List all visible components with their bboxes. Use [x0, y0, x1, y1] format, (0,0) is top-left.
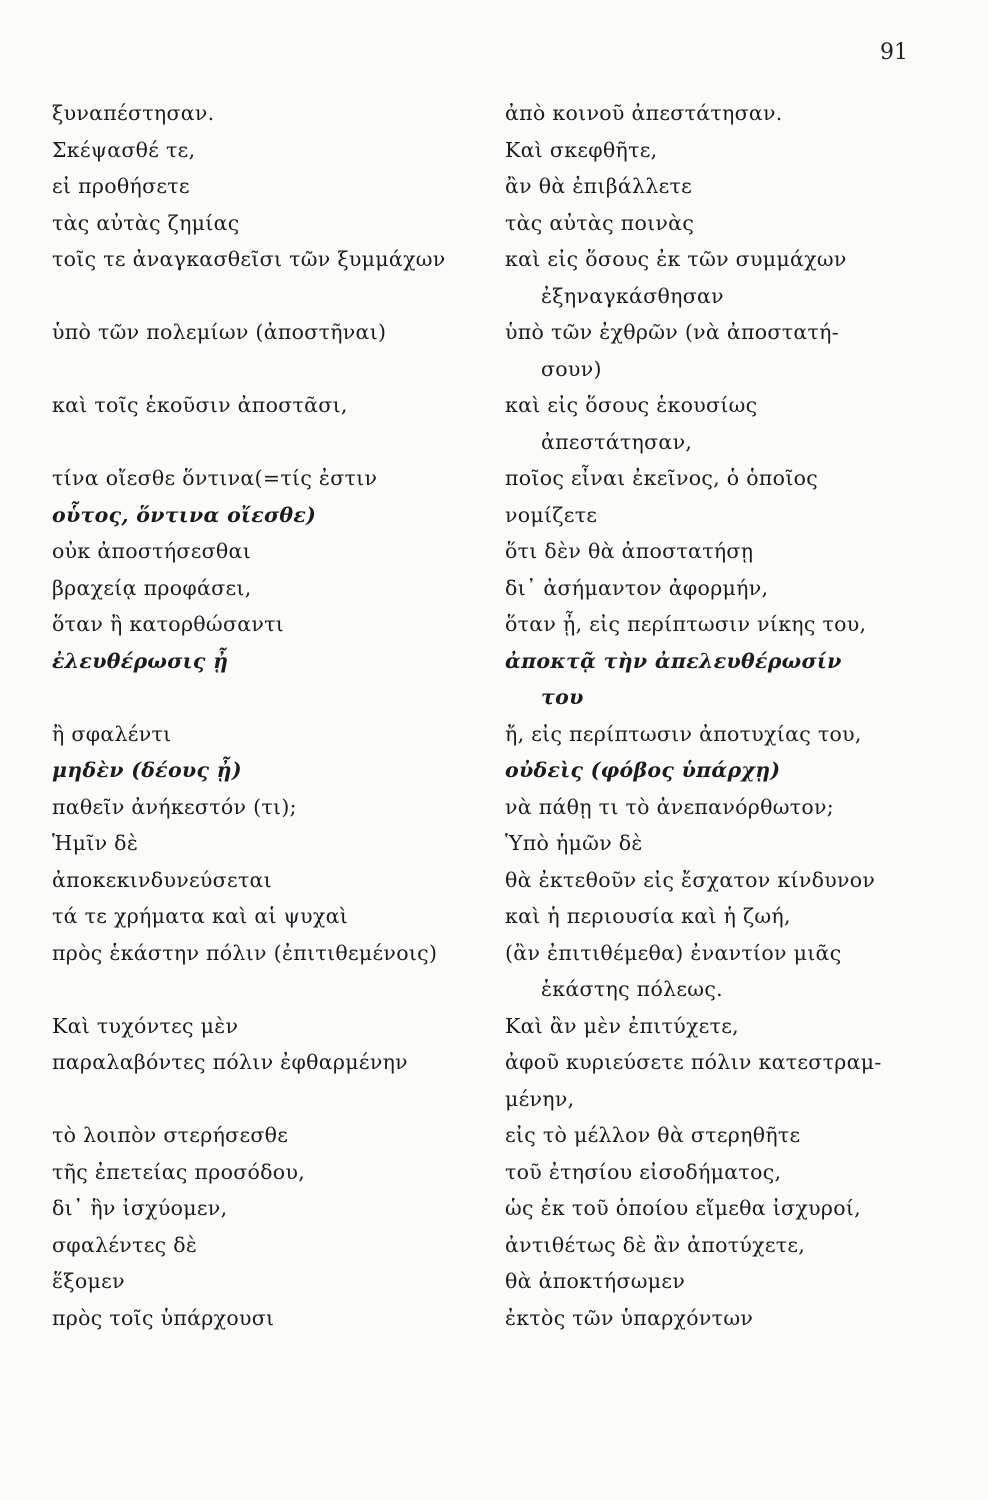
- ancient-text-line: παραλαβόντες πόλιν ἐφθαρμένην: [52, 1050, 408, 1074]
- ancient-text-line: [52, 424, 492, 461]
- translation-text-line: ἀποκτᾷ τὴν ἀπελευθέρωσίν: [505, 648, 842, 673]
- translation-text-line: ὡς ἐκ τοῦ ὁποίου εἴμεθα ἰσχυροί,: [505, 1196, 861, 1220]
- translation-text-line: του: [541, 685, 584, 709]
- translation-text-line: εἰς τὸ μέλλον θὰ στερηθῆτε: [505, 1123, 801, 1147]
- translation-text-line: ἂν θὰ ἐπιβάλλετε: [505, 174, 693, 198]
- ancient-text-line: δι᾽ ἣν ἰσχύομεν,: [52, 1196, 228, 1220]
- ancient-text-line: μηδὲν (δέους ᾖ): [52, 758, 242, 782]
- ancient-text-line: οὗτος, ὅντινα οἴεσθε): [52, 502, 317, 527]
- translation-text-line: νὰ πάθῃ τι τὸ ἀνεπανόρθωτον;: [505, 794, 834, 819]
- right-column-modern-greek: [505, 95, 925, 1336]
- ancient-text-line: τά τε χρήματα καὶ αἱ ψυχαὶ: [52, 904, 349, 928]
- ancient-text-line: [52, 278, 492, 315]
- ancient-text-line: πρὸς τοῖς ὑπάρχουσι: [52, 1305, 275, 1330]
- ancient-text-line: τῆς ἐπετείας προσόδου,: [52, 1159, 306, 1184]
- left-column-ancient-greek: [52, 95, 492, 1336]
- translation-text-line: ἀπεστάτησαν,: [541, 429, 693, 454]
- ancient-text-line: ἀποκεκινδυνεύσεται: [52, 867, 272, 892]
- ancient-text-line: οὐκ ἀποστήσεσθαι: [52, 539, 252, 563]
- ancient-text-line: τίνα οἴεσθε ὅντινα(=τίς ἐστιν: [52, 466, 378, 490]
- ancient-text-line: τὰς αὐτὰς ζημίας: [52, 210, 240, 235]
- translation-text-line: ποῖος εἶναι ἐκεῖνος, ὁ ὁποῖος: [505, 466, 819, 490]
- translation-text-line: καὶ ἡ περιουσία καὶ ἡ ζωή,: [505, 904, 791, 928]
- translation-text-line: Καὶ ἂν μὲν ἐπιτύχετε,: [505, 1013, 739, 1038]
- translation-text-line: ἑκάστης πόλεως.: [541, 977, 723, 1001]
- ancient-text-line: [52, 351, 492, 388]
- translation-text-line: ἀντιθέτως δὲ ἂν ἀποτύχετε,: [505, 1232, 806, 1257]
- ancient-text-line: Σκέψασθέ τε,: [52, 137, 196, 162]
- ancient-text-line: Ἡμῖν δὲ: [52, 831, 139, 855]
- ancient-text-line: ὑπὸ τῶν πολεμίων (ἀποστῆναι): [52, 320, 387, 344]
- translation-text-line: ἐξηναγκάσθησαν: [541, 283, 724, 308]
- ancient-text-line: ξυναπέστησαν.: [52, 101, 215, 125]
- translation-text-line: (ἂν ἐπιτιθέμεθα) ἐναντίον μιᾶς: [505, 940, 842, 965]
- translation-text-line: ὅτι δὲν θὰ ἀποστατήσῃ: [505, 539, 754, 563]
- ancient-text-line: εἰ προθήσετε: [52, 174, 190, 198]
- translation-text-line: ἀπὸ κοινοῦ ἀπεστάτησαν.: [505, 101, 783, 125]
- translation-text-line: νομίζετε: [505, 502, 598, 527]
- ancient-text-line: βραχείᾳ προφάσει,: [52, 575, 252, 600]
- translation-text-line: οὐδεὶς (φόβος ὑπάρχῃ): [505, 758, 781, 782]
- ancient-text-line: [52, 1081, 492, 1118]
- translation-text-line: Ὑπὸ ἡμῶν δὲ: [505, 831, 643, 855]
- translation-text-line: δι᾽ ἀσήμαντον ἀφορμήν,: [505, 575, 769, 600]
- translation-text-line: ἐκτὸς τῶν ὑπαρχόντων: [505, 1305, 754, 1330]
- translation-text-line: ἀφοῦ κυριεύσετε πόλιν κατεστραμ-: [505, 1050, 882, 1074]
- ancient-text-line: παθεῖν ἀνήκεστόν (τι);: [52, 794, 297, 819]
- ancient-text-line: καὶ τοῖς ἑκοῦσιν ἀποστᾶσι,: [52, 393, 348, 417]
- page-number: 91: [880, 40, 908, 65]
- ancient-text-line: [52, 971, 492, 1008]
- translation-text-line: καὶ εἰς ὅσους ἑκουσίως: [505, 393, 758, 417]
- translation-text-line: ὅταν ᾖ, εἰς περίπτωσιν νίκης του,: [505, 612, 867, 636]
- translation-text-line: θὰ ἐκτεθοῦν εἰς ἔσχατον κίνδυνον: [505, 867, 876, 892]
- ancient-text-line: σφαλέντες δὲ: [52, 1232, 198, 1257]
- translation-text-line: θὰ ἀποκτήσωμεν: [505, 1269, 686, 1293]
- translation-text-line: σουν): [541, 356, 602, 381]
- translation-text-line: καὶ εἰς ὅσους ἐκ τῶν συμμάχων: [505, 247, 847, 271]
- ancient-text-line: [52, 679, 492, 716]
- translation-text-line: ἤ, εἰς περίπτωσιν ἀποτυχίας του,: [505, 721, 862, 746]
- translation-text-line: μένην,: [505, 1086, 575, 1111]
- ancient-text-line: τοῖς τε ἀναγκασθεῖσι τῶν ξυμμάχων: [52, 247, 446, 271]
- ancient-text-line: Καὶ τυχόντες μὲν: [52, 1013, 239, 1038]
- ancient-text-line: ἢ σφαλέντι: [52, 721, 172, 746]
- ancient-text-line: ὅταν ἢ κατορθώσαντι: [52, 612, 285, 636]
- translation-text-line: Καὶ σκεφθῆτε,: [505, 137, 658, 162]
- translation-text-line: τὰς αὐτὰς ποινὰς: [505, 210, 695, 235]
- ancient-text-line: τὸ λοιπὸν στερήσεσθε: [52, 1123, 289, 1147]
- ancient-text-line: ἐλευθέρωσις ᾖ: [52, 648, 229, 673]
- ancient-text-line: πρὸς ἑκάστην πόλιν (ἐπιτιθεμένοις): [52, 940, 438, 965]
- translation-text-line: ὑπὸ τῶν ἐχθρῶν (νὰ ἀποστατή-: [505, 320, 839, 344]
- translation-text-line: τοῦ ἐτησίου εἰσοδήματος,: [505, 1159, 782, 1184]
- ancient-text-line: ἕξομεν: [52, 1269, 125, 1293]
